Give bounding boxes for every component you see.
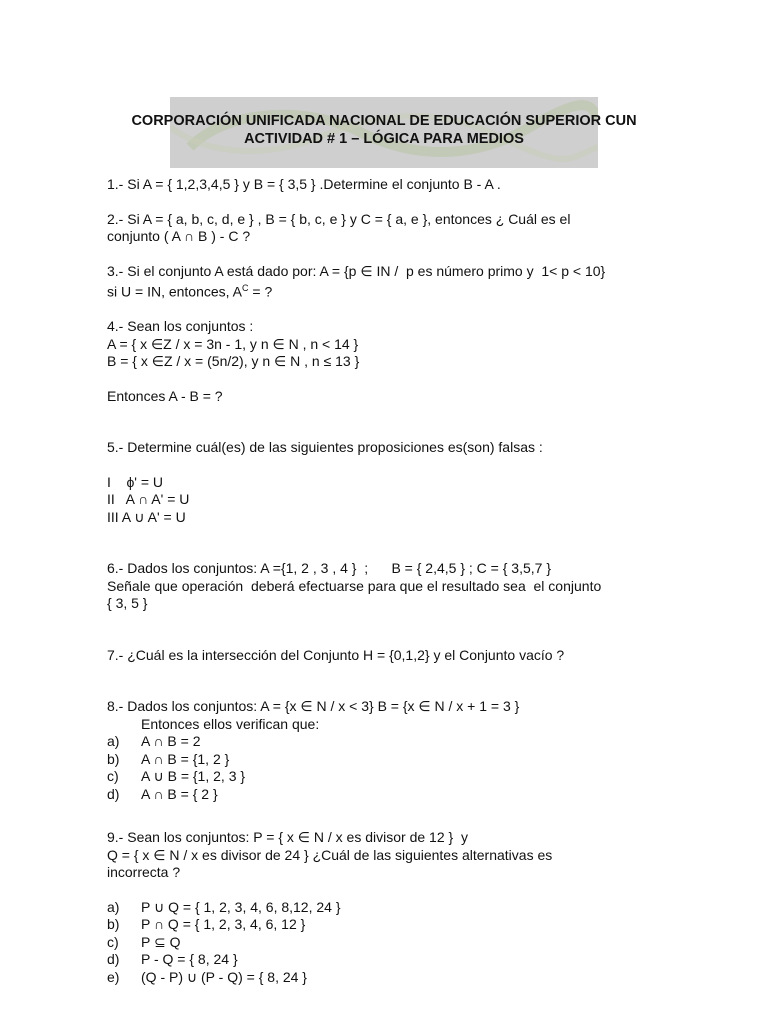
question-9-option: e) (Q - P) ∪ (P - Q) = { 8, 24 } — [107, 968, 307, 985]
question-9-line2: Q = { x ∈ N / x es divisor de 24 } ¿Cuál de las siguientes alternativas es — [107, 846, 553, 863]
question-5-item: III A ∪ A' = U — [107, 508, 186, 525]
question-9-option: a) P ∪ Q = { 1, 2, 3, 4, 6, 8,12, 24 } — [107, 898, 341, 915]
question-7: 7.- ¿Cuál es la intersección del Conjunto H = {0,1,2} y el Conjunto vacío ? — [107, 646, 565, 663]
question-1: 1.- Si A = { 1,2,3,4,5 } y B = { 3,5 } .Determine el conjunto B - A . — [107, 176, 501, 192]
question-2-line1: 2.- Si A = { a, b, c, d, e } , B = { b, c, e } y C = { a, e }, entonces ¿ Cuál es el — [107, 210, 571, 227]
question-4-line4: Entonces A - B = ? — [107, 387, 223, 404]
header-title-line1: CORPORACIÓN UNIFICADA NACIONAL DE EDUCACIÓN SUPERIOR CUN — [131, 113, 637, 129]
question-5-item: II A ∩ A' = U — [107, 491, 190, 508]
question-6-line2: Señale que operación deberá efectuarse para que el resultado sea el conjunto — [107, 577, 602, 594]
question-8-option: c) A ∪ B = {1, 2, 3 } — [107, 768, 246, 785]
question-9-option: c) P ⊆ Q — [107, 933, 181, 950]
question-9-option: d) P - Q = { 8, 24 } — [107, 951, 238, 968]
question-8-line2: Entonces ellos verifican que: — [141, 715, 320, 732]
question-4-line2: A = { x ∈Z / x = 3n - 1, y n ∈ N , n < 14 } — [107, 335, 359, 352]
question-9-option: b) P ∩ Q = { 1, 2, 3, 4, 6, 12 } — [107, 916, 306, 933]
question-8-option: b) A ∩ B = {1, 2 } — [107, 750, 230, 767]
question-4-line1: 4.- Sean los conjuntos : — [107, 318, 254, 335]
header-title-line2: ACTIVIDAD # 1 – LÓGICA PARA MEDIOS — [244, 131, 524, 147]
question-8-option: a) A ∩ B = 2 — [107, 733, 201, 750]
question-3-line1: 3.- Si el conjunto A está dado por: A = {p ∈ IN / p es número primo y 1< p < 10} — [107, 262, 606, 279]
question-6-line1: 6.- Dados los conjuntos: A ={1, 2 , 3 , 4 } ; B = { 2,4,5 } ; C = { 3,5,7 } — [107, 560, 552, 577]
question-9-line3: incorrecta ? — [107, 864, 181, 881]
question-3-line2: si U = IN, entonces, $A^C$ = ? — [107, 283, 273, 300]
question-9-line1: 9.- Sean los conjuntos: P = { x ∈ N / x es divisor de 12 } y — [107, 829, 468, 846]
question-4-line3: B = { x ∈Z / x = (5n/2), y n ∈ N , n ≤ 13 } — [107, 353, 360, 370]
question-8-option: d) A ∩ B = { 2 } — [107, 785, 218, 802]
document-body — [107, 176, 667, 986]
question-5-line1: 5.- Determine cuál(es) de las siguientes proposiciones es(son) falsas : — [107, 439, 543, 456]
question-2-line2: conjunto ( A ∩ B ) - C ? — [107, 228, 251, 244]
question-6-line3: { 3, 5 } — [107, 595, 148, 612]
question-8-line1: 8.- Dados los conjuntos: A = {x ∈ N / x < 3} B = {x ∈ N / x + 1 = 3 } — [107, 698, 520, 715]
question-5-item: I ϕ' = U — [107, 473, 164, 490]
